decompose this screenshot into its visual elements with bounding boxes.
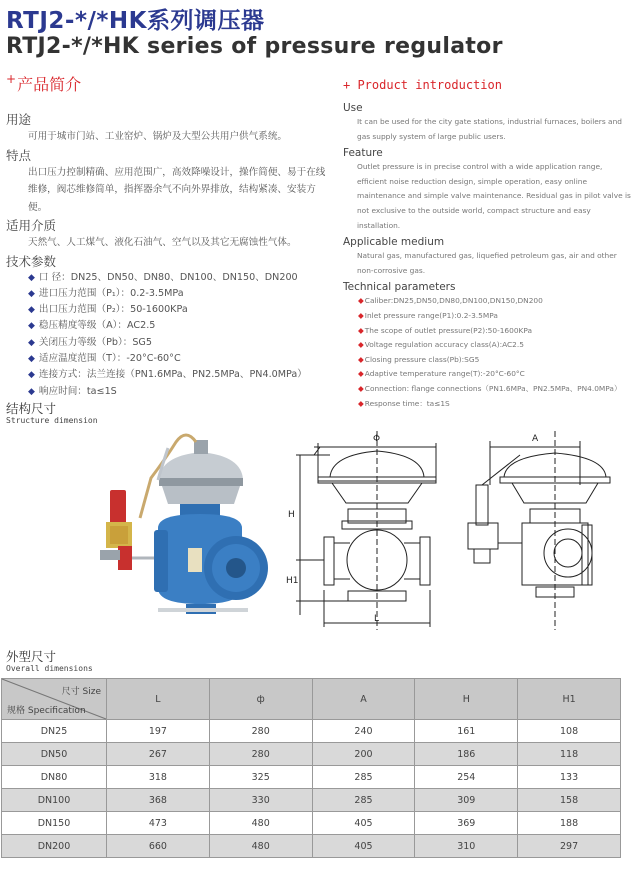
value-cell: 186 bbox=[415, 743, 518, 766]
diamond-bullet-icon: ◆ bbox=[28, 353, 35, 364]
value-cell: 480 bbox=[209, 835, 312, 858]
param-text: 关闭压力等级（Pb）：SG5 bbox=[38, 336, 152, 348]
side-view-drawing bbox=[460, 425, 625, 640]
diamond-bullet-icon: ◆ bbox=[28, 272, 35, 283]
param-item bbox=[6, 384, 336, 400]
param-text: Caliber:DN25,DN50,DN80,DN100,DN150,DN200 bbox=[364, 296, 543, 306]
title-en: RTJ2-*/*HK series of pressure regulator bbox=[6, 34, 503, 59]
intro-en-column bbox=[343, 99, 633, 411]
value-cell: 267 bbox=[107, 743, 210, 766]
param-item bbox=[6, 367, 336, 383]
use-text-en: It can be used for the city gate stations, industrial furnaces, boilers and gas supply system of large public users. bbox=[357, 117, 622, 141]
param-item bbox=[6, 351, 336, 367]
param-item bbox=[6, 318, 336, 334]
param-item bbox=[343, 294, 633, 309]
value-cell: 285 bbox=[312, 789, 415, 812]
value-cell: 480 bbox=[209, 812, 312, 835]
column-header: H bbox=[415, 679, 518, 720]
param-item bbox=[6, 286, 336, 302]
use-heading-cn: 用途 bbox=[6, 112, 32, 127]
intro-heading-en: + Product introduction bbox=[343, 78, 502, 92]
spec-cell: DN150 bbox=[2, 812, 107, 835]
spec-cell: DN50 bbox=[2, 743, 107, 766]
diamond-bullet-icon: ◆ bbox=[358, 340, 364, 350]
feature-heading-en: Feature bbox=[343, 147, 383, 160]
feature-text-cn: 出口压力控制精确、应用范围广，高效降噪设计，操作简便、易于在线维修，阀芯维修简单，指挥器余气不向外界排放，结构紧凑、安装方便。 bbox=[28, 166, 326, 213]
value-cell: 325 bbox=[209, 766, 312, 789]
value-cell: 369 bbox=[415, 812, 518, 835]
structure-heading-en: Structure dimension bbox=[6, 416, 98, 425]
value-cell: 280 bbox=[209, 720, 312, 743]
dimension-table bbox=[1, 678, 621, 858]
value-cell: 318 bbox=[107, 766, 210, 789]
param-item bbox=[343, 382, 633, 397]
table-row bbox=[2, 789, 621, 812]
value-cell: 158 bbox=[518, 789, 621, 812]
param-text: 口 径：DN25、DN50、DN80、DN100、DN150、DN200 bbox=[38, 271, 298, 283]
diamond-bullet-icon: ◆ bbox=[28, 370, 35, 381]
value-cell: 118 bbox=[518, 743, 621, 766]
feature-heading-cn: 特点 bbox=[6, 147, 32, 163]
param-text: Connection: flange connections（PN1.6MPa、PN2.5MPa、PN4.0MPa） bbox=[364, 383, 622, 393]
param-item bbox=[343, 324, 633, 339]
param-text: Adaptive temperature range(T):-20°C-60°C bbox=[364, 369, 525, 379]
value-cell: 108 bbox=[518, 720, 621, 743]
table-row bbox=[2, 743, 621, 766]
table-row bbox=[2, 720, 621, 743]
diamond-bullet-icon: ◆ bbox=[28, 386, 35, 397]
h-label: H bbox=[288, 510, 295, 520]
corner-header bbox=[2, 679, 107, 720]
medium-text-cn: 天然气、人工煤气、液化石油气、空气以及其它无腐蚀性气体。 bbox=[28, 237, 297, 248]
value-cell: 133 bbox=[518, 766, 621, 789]
param-text: Response time：ta≤1S bbox=[364, 398, 450, 408]
param-text: 稳压精度等级（A）：AC2.5 bbox=[38, 320, 156, 332]
value-cell: 405 bbox=[312, 812, 415, 835]
diamond-bullet-icon: ◆ bbox=[358, 369, 364, 379]
diamond-bullet-icon: ◆ bbox=[28, 337, 35, 348]
value-cell: 405 bbox=[312, 835, 415, 858]
medium-heading-en: Applicable medium bbox=[343, 236, 445, 249]
use-heading-en: Use bbox=[343, 102, 363, 114]
column-header: A bbox=[312, 679, 415, 720]
params-list-cn bbox=[6, 270, 336, 400]
value-cell: 660 bbox=[107, 835, 210, 858]
table-row bbox=[2, 835, 621, 858]
param-item bbox=[6, 335, 336, 351]
param-item bbox=[343, 397, 633, 412]
param-text: 出口压力范围（P₂）：50-1600KPa bbox=[38, 304, 188, 316]
spec-cell: DN80 bbox=[2, 766, 107, 789]
diamond-bullet-icon: ◆ bbox=[28, 288, 35, 299]
value-cell: 309 bbox=[415, 789, 518, 812]
structure-heading-cn: 结构尺寸 bbox=[6, 401, 57, 416]
param-text: The scope of outlet pressure(P2):50-1600KPa bbox=[364, 325, 533, 335]
diamond-bullet-icon: ◆ bbox=[28, 321, 35, 332]
a-label: A bbox=[532, 434, 539, 444]
param-item bbox=[343, 309, 633, 324]
overall-heading-cn: 外型尺寸 bbox=[6, 649, 57, 664]
use-text-cn: 可用于城市门站、工业窑炉、锅炉及大型公共用户供气系统。 bbox=[28, 131, 288, 142]
value-cell: 297 bbox=[518, 835, 621, 858]
value-cell: 197 bbox=[107, 720, 210, 743]
intro-heading-cn: +产品简介 bbox=[6, 72, 82, 94]
value-cell: 200 bbox=[312, 743, 415, 766]
medium-text-en: Natural gas, manufactured gas, liquefied petroleum gas, air and other non-corrosive gas. bbox=[357, 251, 617, 275]
params-heading-en: Technical parameters bbox=[343, 281, 456, 294]
table-row bbox=[2, 766, 621, 789]
medium-heading-cn: 适用介质 bbox=[6, 218, 57, 233]
value-cell: 473 bbox=[107, 812, 210, 835]
value-cell: 240 bbox=[312, 720, 415, 743]
column-header: L bbox=[107, 679, 210, 720]
front-view-drawing bbox=[286, 425, 460, 640]
param-text: 响应时间：ta≤1S bbox=[38, 385, 117, 397]
column-header: ф bbox=[209, 679, 312, 720]
param-item bbox=[343, 353, 633, 368]
value-cell: 254 bbox=[415, 766, 518, 789]
value-cell: 280 bbox=[209, 743, 312, 766]
spec-cell: DN25 bbox=[2, 720, 107, 743]
diamond-bullet-icon: ◆ bbox=[358, 325, 364, 335]
diamond-bullet-icon: ◆ bbox=[28, 305, 35, 316]
corner-spec-label: 规格 Specification bbox=[7, 706, 86, 716]
l-label: L bbox=[374, 614, 380, 624]
param-text: 连接方式：法兰连接（PN1.6MPa、PN2.5MPa、PN4.0MPa） bbox=[38, 369, 307, 381]
diamond-bullet-icon: ◆ bbox=[358, 383, 364, 393]
diamond-bullet-icon: ◆ bbox=[358, 398, 364, 408]
h1-label: H1 bbox=[286, 576, 299, 586]
phi-label: Φ bbox=[373, 434, 381, 444]
param-text: Closing pressure class(Pb):SG5 bbox=[364, 354, 480, 364]
param-item bbox=[343, 338, 633, 353]
value-cell: 368 bbox=[107, 789, 210, 812]
param-text: Inlet pressure range(P1):0.2-3.5MPa bbox=[364, 310, 498, 320]
param-text: Voltage regulation accuracy class(A):AC2.5 bbox=[364, 340, 524, 350]
column-header: H1 bbox=[518, 679, 621, 720]
diamond-bullet-icon: ◆ bbox=[358, 354, 364, 364]
param-item bbox=[6, 270, 336, 286]
overall-heading-en: Overall dimensions bbox=[6, 664, 93, 673]
value-cell: 310 bbox=[415, 835, 518, 858]
params-list-en bbox=[343, 294, 633, 411]
value-cell: 285 bbox=[312, 766, 415, 789]
regulator-photo bbox=[96, 418, 264, 643]
spec-cell: DN200 bbox=[2, 835, 107, 858]
value-cell: 188 bbox=[518, 812, 621, 835]
table-row bbox=[2, 812, 621, 835]
plus-icon: + bbox=[6, 72, 17, 86]
param-item bbox=[6, 302, 336, 318]
param-text: 适应温度范围（T）：-20°C-60°C bbox=[38, 352, 181, 364]
diamond-bullet-icon: ◆ bbox=[358, 296, 364, 306]
diamond-bullet-icon: ◆ bbox=[358, 310, 364, 320]
value-cell: 330 bbox=[209, 789, 312, 812]
corner-size-label: 尺寸 Size bbox=[61, 687, 101, 697]
spec-cell: DN100 bbox=[2, 789, 107, 812]
feature-text-en: Outlet pressure is in precise control with a wide application range, efficient noise reduction design, simple operation, easy online maintenance and simple valve maintenance. Residual gas in pilot valve is not exclusive to the outside world, compact structure and easy installation. bbox=[357, 162, 631, 230]
param-item bbox=[343, 367, 633, 382]
intro-cn-column bbox=[6, 110, 336, 400]
value-cell: 161 bbox=[415, 720, 518, 743]
title-cn: RTJ2-*/*HK系列调压器 bbox=[6, 8, 265, 34]
param-text: 进口压力范围（P₁）：0.2-3.5MPa bbox=[38, 287, 184, 299]
params-heading-cn: 技术参数 bbox=[6, 253, 57, 269]
